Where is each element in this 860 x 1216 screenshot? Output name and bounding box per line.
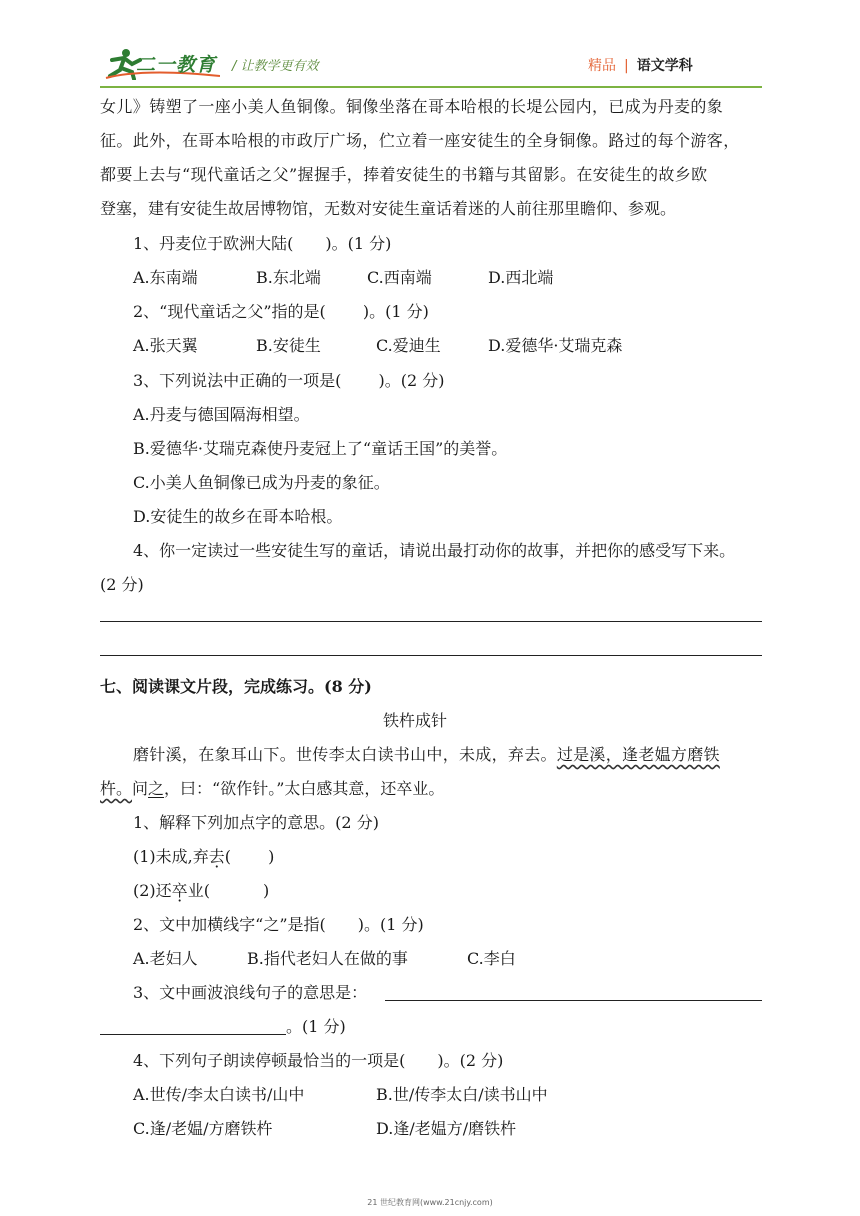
answer-blank[interactable]: 业( ) bbox=[187, 881, 270, 900]
option: B.东北端 bbox=[256, 268, 321, 287]
passage-text: 问 bbox=[132, 779, 149, 798]
underlined-char: 之 bbox=[148, 779, 165, 798]
header-separator: | bbox=[624, 58, 629, 74]
question-stem: 4、下列句子朗读停顿最恰当的一项是( )。(2 分) bbox=[133, 1051, 504, 1070]
question-stem: 1、解释下列加点字的意思。(2 分) bbox=[133, 813, 379, 832]
option: B.世/传李太白/读书山中 bbox=[376, 1085, 548, 1104]
answer-blank[interactable]: ( ) bbox=[224, 847, 275, 866]
option: D.爱德华·艾瑞克森 bbox=[488, 336, 623, 355]
page-footer: 21 世纪教育网(www.21cnjy.com) bbox=[367, 1198, 493, 1207]
option: C.逢/老媪/方磨铁杵 bbox=[133, 1119, 273, 1138]
sub-question-text: (2)还 bbox=[133, 881, 172, 900]
passage-line: 都要上去与“现代童话之父”握握手，捧着安徒生的书籍与其留影。在安徒生的故乡欧 bbox=[100, 165, 708, 184]
option: A.张天翼 bbox=[133, 336, 198, 355]
header-divider bbox=[100, 86, 762, 88]
option: A.世传/李太白读书/山中 bbox=[133, 1085, 305, 1104]
question-stem: 3、文中画波浪线句子的意思是： bbox=[133, 983, 368, 1002]
slogan: / 让教学更有效 bbox=[232, 59, 319, 74]
answer-line[interactable] bbox=[100, 655, 762, 656]
dotted-char: 去 bbox=[208, 847, 225, 866]
passage-line: 征。此外，在哥本哈根的市政厅广场，伫立着一座安徒生的全身铜像。路过的每个游客， bbox=[100, 131, 740, 150]
answer-line[interactable] bbox=[100, 621, 762, 622]
question-tail: 。(1 分) bbox=[286, 1017, 346, 1036]
option: C.小美人鱼铜像已成为丹麦的象征。 bbox=[133, 473, 390, 492]
option: D.安徒生的故乡在哥本哈根。 bbox=[133, 507, 343, 526]
logo-text: 二一教育 bbox=[136, 54, 217, 76]
option: D.西北端 bbox=[488, 268, 554, 287]
answer-line[interactable] bbox=[385, 1000, 762, 1001]
option: B.爱德华·艾瑞克森使丹麦冠上了“童话王国”的美誉。 bbox=[133, 439, 508, 458]
question-stem: 2、文中加横线字“之”是指( )。(1 分) bbox=[133, 915, 424, 934]
passage-line bbox=[100, 776, 444, 799]
sub-question-text: (1)未成,弃 bbox=[133, 847, 209, 866]
question-score: (2 分) bbox=[100, 575, 144, 594]
option: A.东南端 bbox=[133, 268, 198, 287]
passage-line: 登塞，建有安徒生故居博物馆，无数对安徒生童话着迷的人前往那里瞻仰、参观。 bbox=[100, 199, 677, 218]
passage-line bbox=[133, 742, 720, 765]
question-stem: 2、“现代童话之父”指的是( )。(1 分) bbox=[133, 302, 429, 321]
passage-line: 女儿》铸塑了一座小美人鱼铜像。铜像坐落在哥本哈根的长堤公园内，已成为丹麦的象 bbox=[100, 97, 724, 116]
dotted-char: 卒 bbox=[171, 881, 188, 900]
sub-question bbox=[133, 878, 269, 901]
option: C.李白 bbox=[467, 949, 516, 968]
option: D.逢/老媪方/磨铁杵 bbox=[376, 1119, 517, 1138]
sub-question bbox=[133, 844, 274, 867]
wavy-sentence: 杵。 bbox=[100, 779, 133, 798]
option: C.西南端 bbox=[367, 268, 432, 287]
option: B.指代老妇人在做的事 bbox=[247, 949, 408, 968]
option: A.老妇人 bbox=[133, 949, 198, 968]
passage-text: 磨针溪，在象耳山下。世传李太白读书山中，未成，弃去。 bbox=[133, 745, 557, 764]
question-stem: 1、丹麦位于欧洲大陆( )。(1 分) bbox=[133, 234, 392, 253]
quality-label: 精品 bbox=[588, 58, 616, 74]
option: B.安徒生 bbox=[256, 336, 321, 355]
wavy-sentence: 过是溪，逢老媪方磨铁 bbox=[556, 745, 720, 764]
page-header bbox=[0, 0, 860, 88]
option: C.爱迪生 bbox=[376, 336, 441, 355]
question-stem: 3、下列说法中正确的一项是( )。(2 分) bbox=[133, 371, 445, 390]
section-heading: 七、阅读课文片段，完成练习。(8 分) bbox=[100, 677, 372, 696]
passage-title: 铁杵成针 bbox=[383, 711, 448, 730]
subject-label: 语文学科 bbox=[636, 58, 693, 74]
header-right bbox=[588, 55, 693, 75]
answer-line[interactable] bbox=[100, 1034, 286, 1035]
option: A.丹麦与德国隔海相望。 bbox=[133, 405, 310, 424]
question-stem: 4、你一定读过一些安徒生写的童话，请说出最打动你的故事，并把你的感受写下来。 bbox=[133, 541, 736, 560]
passage-text: ，曰：“欲作针。”太白感其意，还卒业。 bbox=[164, 779, 445, 798]
